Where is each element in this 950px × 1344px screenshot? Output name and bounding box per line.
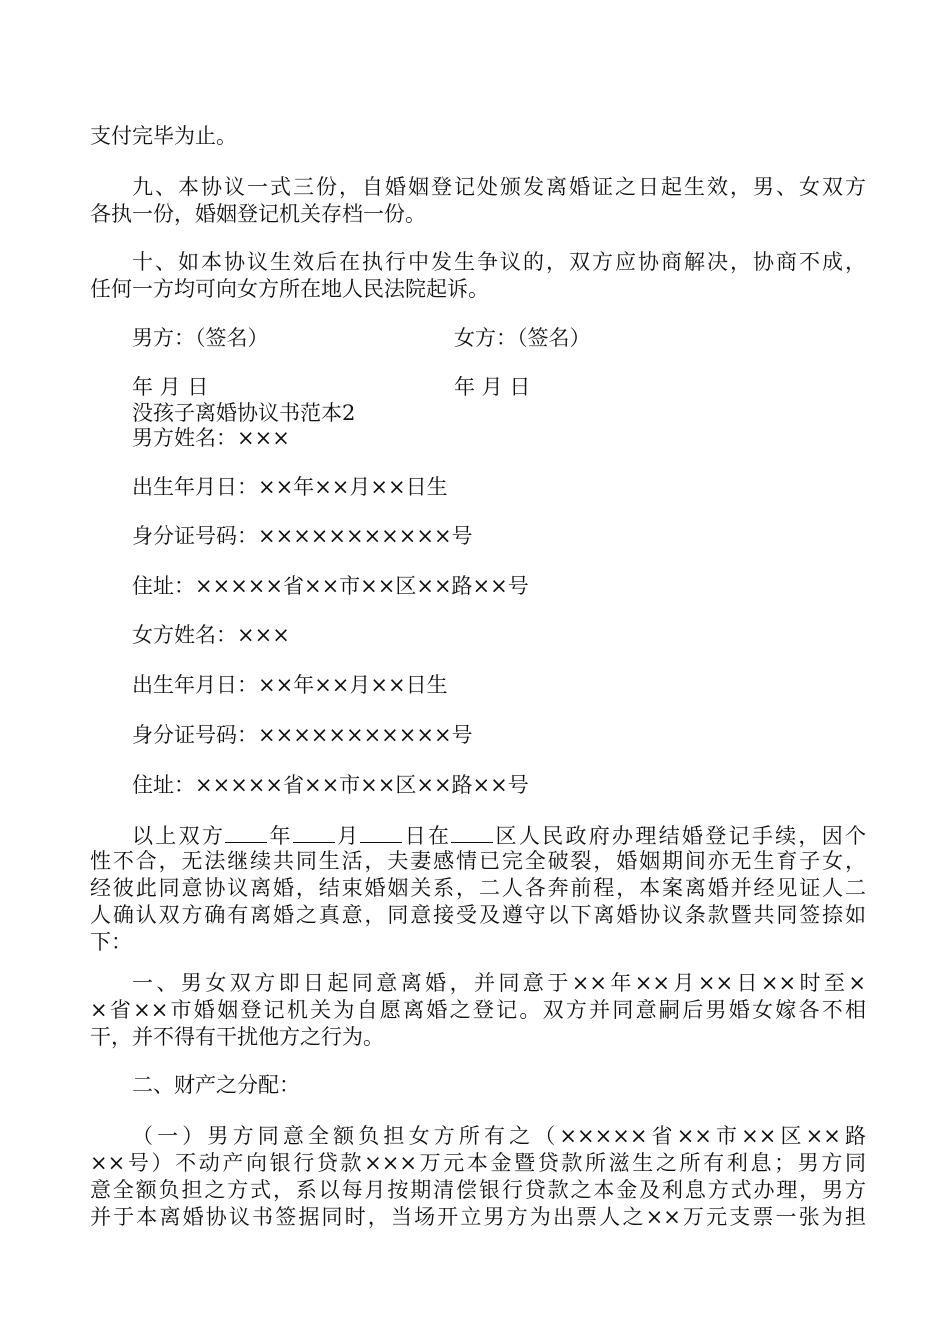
preamble-line2: 性不合，无法继续共同生活，夫妻感情已完全破裂，婚姻期间亦无生育子女， [90, 849, 866, 873]
preamble-text: 区人民政府办理结婚登记手续，因个 [493, 824, 867, 848]
blank-day [360, 820, 402, 843]
clause-ten-line1: 十、如本协议生效后在执行中发生争议的，双方应协商解决，协商不成， [132, 250, 866, 274]
blank-year [225, 820, 267, 843]
clause-nine-line1: 九、本协议一式三份，自婚姻登记处颁发离婚证之日起生效，男、女双方 [132, 175, 866, 199]
preamble-line5: 下： [90, 930, 132, 954]
female-address: 住址：×××××省××市××区××路××号 [132, 773, 529, 797]
preamble-text: 月 [334, 824, 361, 848]
male-birthdate: 出生年月日：××年××月××日生 [132, 475, 448, 499]
preamble-line3: 经彼此同意协议离婚，结束婚姻关系，二人各奔前程，本案离婚并经见证人二 [90, 876, 866, 900]
male-id-number: 身分证号码：×××××××××××号 [132, 524, 473, 548]
clause-one-line1: 一、男女双方即日起同意离婚，并同意于××年××月××日××时至× [132, 971, 866, 995]
preamble-line4: 人确认双方确有离婚之真意，同意接受及遵守以下离婚协议条款暨共同签捺如 [90, 903, 866, 927]
date-row [132, 373, 832, 402]
male-address: 住址：×××××省××市××区××路××号 [132, 574, 529, 598]
female-date: 年 月 日 [454, 375, 531, 399]
male-signature: 男方：（签名） [132, 326, 269, 350]
female-birthdate: 出生年月日：××年××月××日生 [132, 673, 448, 697]
clause-one-line3: 干，并不得有干扰他方之行为。 [90, 1025, 384, 1049]
clause-two-item1-line2: ××号）不动产向银行贷款×××万元本金暨贷款所滋生之所有利息；男方同 [90, 1151, 866, 1175]
clause-one-line2: ×省××市婚姻登记机关为自愿离婚之登记。双方并同意嗣后男婚女嫁各不相 [90, 998, 866, 1022]
clause-two-item1-line1: （一）男方同意全额负担女方所有之（×××××省××市××区××路 [132, 1124, 866, 1148]
blank-district [451, 820, 493, 843]
signature-row [132, 324, 832, 353]
female-id-number: 身分证号码：×××××××××××号 [132, 723, 473, 747]
male-date: 年 月 日 [132, 375, 209, 399]
clause-ten-line2: 任何一方均可向女方所在地人民法院起诉。 [90, 277, 489, 301]
preamble-text: 日在 [402, 824, 452, 848]
clause-two-item1-line3: 意全额负担之方式，系以每月按期清偿银行贷款之本金及利息方式办理，男方 [90, 1178, 866, 1202]
female-signature: 女方：（签名） [454, 326, 591, 350]
male-name: 男方姓名：××× [132, 426, 290, 450]
preamble-text: 年 [267, 824, 293, 848]
section-title: 没孩子离婚协议书范本2 [132, 401, 356, 425]
clause-nine-line2: 各执一份，婚姻登记机关存档一份。 [90, 202, 426, 226]
text-line: 支付完毕为止。 [90, 124, 237, 148]
female-name: 女方姓名：××× [132, 623, 290, 647]
clause-two-item1-line4: 并于本离婚协议书签据同时，当场开立男方为出票人之××万元支票一张为担 [90, 1205, 866, 1229]
clause-two-heading: 二、财产之分配： [132, 1073, 300, 1097]
blank-month [293, 820, 335, 843]
preamble-text: 以上双方 [132, 824, 226, 848]
